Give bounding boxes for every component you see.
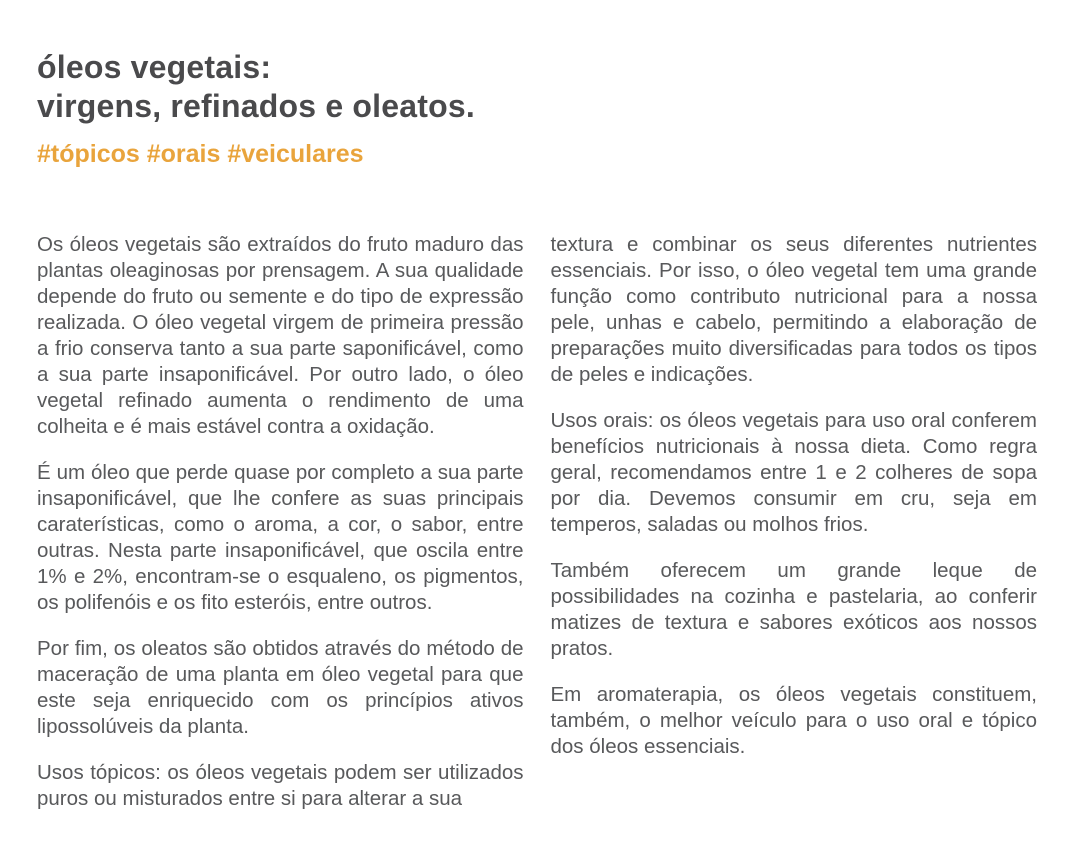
article-body <box>37 232 1037 812</box>
right-column <box>551 232 1038 812</box>
article-header <box>37 48 1037 168</box>
paragraph: Também oferecem um grande leque de possibilidades na cozinha e pastelaria, ao conferir matizes de textura e sabores exóticos aos nossos pratos. <box>550 559 1037 660</box>
paragraph: É um óleo que perde quase por completo a sua parte insaponificável, que lhe confere as suas principais caraterísticas, como o aroma, a cor, o sabor, entre outras. Nesta parte insaponificável, que oscila entre 1% e 2%, encontram-se o esqualeno, os pigmentos, os polifenóis e os fito esteróis, entre outros. <box>37 461 524 614</box>
left-column <box>37 232 524 812</box>
hashtags: #tópicos #orais #veiculares <box>37 140 364 168</box>
paragraph: Em aromaterapia, os óleos vegetais constituem, também, o melhor veículo para o uso oral e tópico dos óleos essenciais. <box>550 683 1037 758</box>
page-title-line2: virgens, refinados e oleatos. <box>37 88 475 124</box>
paragraph: Usos orais: os óleos vegetais para uso oral conferem benefícios nutricionais à nossa dieta. Como regra geral, recomendamos entre 1 e 2 colheres de sopa por dia. Devemos consumir em cru, seja em temperos, saladas ou molhos frios. <box>550 409 1037 536</box>
paragraph: Usos tópicos: os óleos vegetais podem ser utilizados puros ou misturados entre si para alterar a sua <box>37 761 524 810</box>
paragraph: textura e combinar os seus diferentes nutrientes essenciais. Por isso, o óleo vegetal tem uma grande função como contributo nutricional para a nossa pele, unhas e cabelo, permitindo a elaboração de preparações muito diversificadas para todos os tipos de peles e indicações. <box>550 233 1037 386</box>
paragraph: Por fim, os oleatos são obtidos através do método de maceração de uma planta em óleo vegetal para que este seja enriquecido com os princípios ativos lipossolúveis da planta. <box>37 637 524 738</box>
paragraph: Os óleos vegetais são extraídos do fruto maduro das plantas oleaginosas por prensagem. A sua qualidade depende do fruto ou semente e do tipo de expressão realizada. O óleo vegetal virgem de primeira pressão a frio conserva tanto a sua parte saponificável, como a sua parte insaponificável. Por outro lado, o óleo vegetal refinado aumenta o rendimento de uma colheita e é mais estável contra a oxidação. <box>37 233 524 438</box>
page-title <box>37 48 1037 126</box>
page-title-line1: óleos vegetais: <box>37 49 272 85</box>
